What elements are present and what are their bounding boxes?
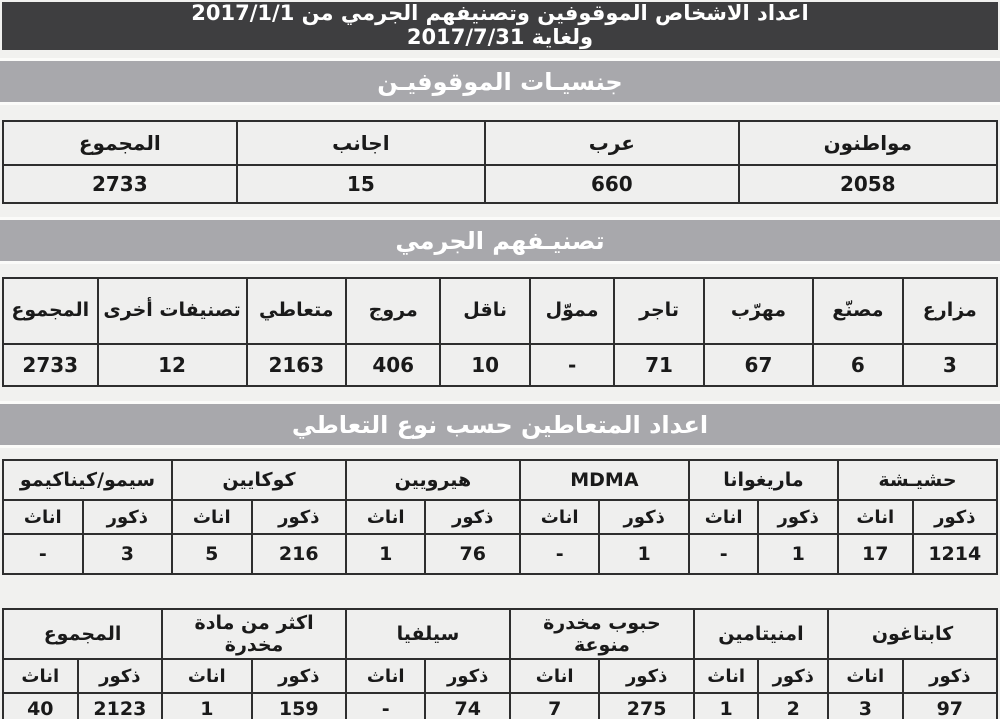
- section-header-usage: اعداد المتعاطين حسب نوع التعاطي: [0, 401, 1000, 448]
- value-multiple-substances-females: 1: [162, 693, 251, 719]
- value-promoter: 406: [346, 344, 440, 386]
- males-label: ذكور: [758, 500, 838, 534]
- value-captagon-males: 97: [903, 693, 997, 719]
- females-label: اناث: [3, 659, 78, 693]
- drug-header-hashish: حشيـشة: [838, 460, 997, 500]
- column-header-other: تصنيفات أخرى: [98, 278, 247, 344]
- drug-header-amphetamine: امنيتامين: [694, 609, 828, 659]
- value-mdma-females: -: [520, 534, 600, 574]
- males-label: ذكور: [425, 659, 509, 693]
- value-foreigners: 15: [237, 165, 486, 203]
- value-citizens: 2058: [739, 165, 997, 203]
- usage2-value-row: [3, 693, 997, 719]
- females-label: اناث: [346, 500, 426, 534]
- drug-header-assorted-pills: حبوب مخدرة منوعة: [510, 609, 694, 659]
- column-header-smuggler: مهرّب: [704, 278, 813, 344]
- nationalities-table: [2, 120, 998, 204]
- nationalities-value-row: [3, 165, 997, 203]
- value-other: 12: [98, 344, 247, 386]
- males-label: ذكور: [599, 659, 693, 693]
- value-amphetamine-males: 2: [758, 693, 828, 719]
- usage2-gender-row: [3, 659, 997, 693]
- value-mdma-males: 1: [599, 534, 688, 574]
- value-heroin-males: 76: [425, 534, 519, 574]
- females-label: اناث: [689, 500, 759, 534]
- females-label: اناث: [162, 659, 251, 693]
- females-label: اناث: [828, 659, 903, 693]
- value-dealer: 71: [614, 344, 703, 386]
- males-label: ذكور: [252, 500, 346, 534]
- value-transporter: 10: [440, 344, 529, 386]
- usage-table-1: [2, 459, 998, 575]
- drug-header-marijuana: ماريغوانا: [689, 460, 838, 500]
- value-salvia-females: -: [346, 693, 426, 719]
- column-header-user: متعاطي: [247, 278, 346, 344]
- drug-header-mdma: MDMA: [520, 460, 689, 500]
- drug-header-multiple-substances: اكثر من مادة مخدرة: [162, 609, 346, 659]
- drug-header-salvia: سيلفيا: [346, 609, 510, 659]
- drug-header-heroin: هيرويين: [346, 460, 520, 500]
- value-total-females: 40: [3, 693, 78, 719]
- value-captagon-females: 3: [828, 693, 903, 719]
- value-farmer: 3: [903, 344, 997, 386]
- males-label: ذكور: [425, 500, 519, 534]
- classification-header-row: [3, 278, 997, 344]
- females-label: اناث: [346, 659, 426, 693]
- value-total: 2733: [3, 344, 98, 386]
- females-label: اناث: [520, 500, 600, 534]
- value-financier: -: [530, 344, 614, 386]
- females-label: اناث: [3, 500, 83, 534]
- value-user: 2163: [247, 344, 346, 386]
- nationalities-header-row: [3, 121, 997, 165]
- value-arabs: 660: [485, 165, 738, 203]
- column-header-arabs: عرب: [485, 121, 738, 165]
- usage1-value-row: [3, 534, 997, 574]
- value-smuggler: 67: [704, 344, 813, 386]
- value-assorted-pills-females: 7: [510, 693, 599, 719]
- value-multiple-substances-males: 159: [252, 693, 346, 719]
- column-header-dealer: تاجر: [614, 278, 703, 344]
- value-manufacturer: 6: [813, 344, 902, 386]
- males-label: ذكور: [903, 659, 997, 693]
- page-title: اعداد الاشخاص الموقوفين وتصنيفهم الجرمي من 2017/1/1 ولغاية 2017/7/31: [2, 2, 998, 50]
- column-header-transporter: ناقل: [440, 278, 529, 344]
- females-label: اناث: [838, 500, 913, 534]
- value-total: 2733: [3, 165, 237, 203]
- value-simo-males: 3: [83, 534, 172, 574]
- value-salvia-males: 74: [425, 693, 509, 719]
- value-heroin-females: 1: [346, 534, 426, 574]
- column-header-foreigners: اجانب: [237, 121, 486, 165]
- column-header-manufacturer: مصنّع: [813, 278, 902, 344]
- males-label: ذكور: [78, 659, 162, 693]
- column-header-total: المجموع: [3, 121, 237, 165]
- drug-header-cocaine: كوكايين: [172, 460, 346, 500]
- males-label: ذكور: [913, 500, 997, 534]
- males-label: ذكور: [252, 659, 346, 693]
- value-assorted-pills-males: 275: [599, 693, 693, 719]
- column-header-total: المجموع: [3, 278, 98, 344]
- usage2-group-row: [3, 609, 997, 659]
- females-label: اناث: [694, 659, 759, 693]
- value-hashish-females: 17: [838, 534, 913, 574]
- column-header-farmer: مزارع: [903, 278, 997, 344]
- value-marijuana-females: -: [689, 534, 759, 574]
- value-total-males: 2123: [78, 693, 162, 719]
- drug-header-total: المجموع: [3, 609, 162, 659]
- males-label: ذكور: [83, 500, 172, 534]
- drug-header-captagon: كابتاغون: [828, 609, 997, 659]
- males-label: ذكور: [599, 500, 688, 534]
- females-label: اناث: [172, 500, 252, 534]
- column-header-citizens: مواطنون: [739, 121, 997, 165]
- value-hashish-males: 1214: [913, 534, 997, 574]
- value-marijuana-males: 1: [758, 534, 838, 574]
- males-label: ذكور: [758, 659, 828, 693]
- females-label: اناث: [510, 659, 599, 693]
- value-cocaine-males: 216: [252, 534, 346, 574]
- usage1-group-row: [3, 460, 997, 500]
- value-amphetamine-females: 1: [694, 693, 759, 719]
- usage1-gender-row: [3, 500, 997, 534]
- value-simo-females: -: [3, 534, 83, 574]
- section-header-nationalities: جنسيـات الموقوفيـن: [0, 58, 1000, 105]
- value-cocaine-females: 5: [172, 534, 252, 574]
- column-header-financier: مموّل: [530, 278, 614, 344]
- classification-value-row: [3, 344, 997, 386]
- column-header-promoter: مروج: [346, 278, 440, 344]
- drug-header-simo: سيمو/كيناكيمو: [3, 460, 172, 500]
- section-header-classification: تصنيـفهم الجرمي: [0, 217, 1000, 264]
- classification-table: [2, 277, 998, 387]
- usage-table-2: [2, 608, 998, 719]
